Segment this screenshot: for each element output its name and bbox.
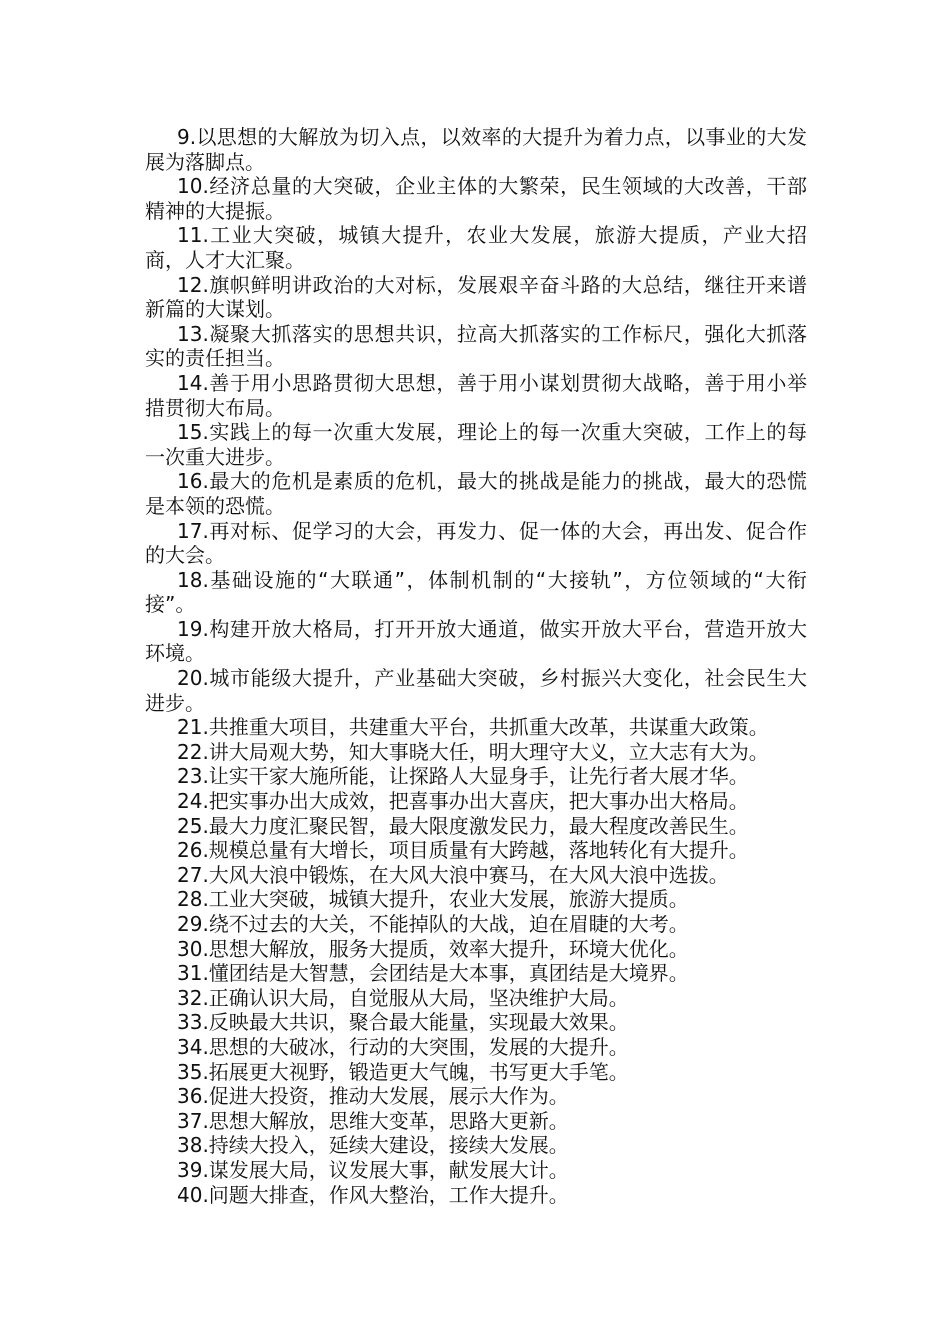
- list-item: 19.构建开放大格局，打开开放大通道，做实开放大平台，营造开放大环境。: [145, 616, 807, 666]
- list-item: 38.持续大投入，延续大建设，接续大发展。: [177, 1133, 569, 1158]
- list-item: 40.问题大排查，作风大整治，工作大提升。: [177, 1182, 569, 1207]
- list-item: 29.绕不过去的大关，不能掉队的大战，迫在眉睫的大考。: [177, 912, 689, 936]
- list-item: 21.共推重大项目，共建重大平台，共抓重大改革，共谋重大政策。: [177, 715, 769, 740]
- list-item: 36.促进大投资，推动大发展，展示大作为。: [177, 1084, 569, 1109]
- list-item: 22.讲大局观大势，知大事晓大任，明大理守大义，立大志有大为。: [177, 739, 769, 764]
- list-item: 23.让实干家大施所能，让探路人大显身手，让先行者大展才华。: [177, 764, 749, 789]
- list-item: 33.反映最大共识，聚合最大能量，实现最大效果。: [177, 1010, 629, 1035]
- list-item: 20.城市能级大提升，产业基础大突破，乡村振兴大变化，社会民生大进步。: [145, 666, 807, 715]
- list-item: 10.经济总量的大突破，企业主体的大繁荣，民生领域的大改善，干部精神的大提振。: [145, 174, 807, 223]
- list-item: 37.思想大解放，思维大变革，思路大更新。: [177, 1108, 569, 1133]
- list-item: 31.懂团结是大智慧，会团结是大本事，真团结是大境界。: [177, 961, 689, 986]
- list-item: 34.思想的大破冰，行动的大突围，发展的大提升。: [177, 1034, 629, 1059]
- list-item: 32.正确认识大局，自觉服从大局，坚决维护大局。: [177, 985, 629, 1010]
- list-item: 17.再对标、促学习的大会，再发力、促一体的大会，再出发、促合作的大会。: [145, 518, 807, 568]
- list-item: 9.以思想的大解放为切入点，以效率的大提升为着力点，以事业的大发展为落脚点。: [145, 125, 807, 174]
- list-item: 15.实践上的每一次重大发展，理论上的每一次重大突破，工作上的每一次重大进步。: [145, 420, 807, 469]
- list-item: 13.凝聚大抓落实的思想共识，拉高大抓落实的工作标尺，强化大抓落实的责任担当。: [145, 321, 807, 371]
- list-item: 30.思想大解放，服务大提质，效率大提升，环境大优化。: [177, 936, 689, 961]
- list-item: 11.工业大突破，城镇大提升，农业大发展，旅游大提质，产业大招商，人才大汇聚。: [145, 223, 807, 272]
- list-item: 24.把实事办出大成效，把喜事办出大喜庆，把大事办出大格局。: [177, 789, 749, 814]
- list-item: 14.善于用小思路贯彻大思想，善于用小谋划贯彻大战略，善于用小举措贯彻大布局。: [145, 370, 807, 420]
- document-body: [145, 125, 807, 1207]
- list-item: 28.工业大突破，城镇大提升，农业大发展，旅游大提质。: [177, 887, 689, 912]
- list-item: 12.旗帜鲜明讲政治的大对标，发展艰辛奋斗路的大总结，继往开来谱新篇的大谋划。: [145, 272, 807, 322]
- list-item: 16.最大的危机是素质的危机，最大的挑战是能力的挑战，最大的恐慌是本领的恐慌。: [145, 469, 807, 518]
- list-item: 27.大风大浪中锻炼，在大风大浪中赛马，在大风大浪中选拔。: [177, 862, 729, 887]
- list-item: 25.最大力度汇聚民智，最大限度激发民力，最大程度改善民生。: [177, 813, 749, 838]
- list-item: 39.谋发展大局，议发展大事，献发展大计。: [177, 1157, 569, 1182]
- list-item: 26.规模总量有大增长，项目质量有大跨越，落地转化有大提升。: [177, 838, 749, 863]
- list-item: 35.拓展更大视野，锻造更大气魄，书写更大手笔。: [177, 1059, 629, 1084]
- list-item: 18.基础设施的“大联通”，体制机制的“大接轨”，方位领域的“大衔接”。: [145, 567, 807, 617]
